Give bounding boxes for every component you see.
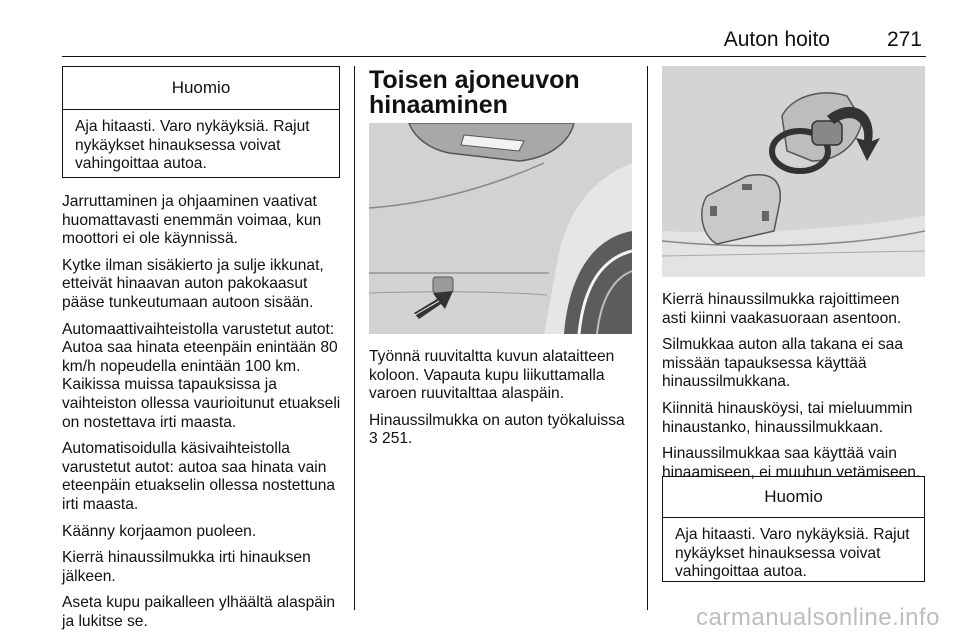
paragraph: Käänny korjaamon puoleen. <box>62 522 257 540</box>
page-header <box>0 24 926 54</box>
paragraph: Aseta kupu paikalleen ylhäältä alaspäin ja lukitse se. <box>62 594 336 630</box>
illustration-rear-bumper <box>369 123 632 334</box>
paragraph: Hinaussilmukka on auton työkaluissa <box>369 411 625 429</box>
crossref-page: 251. <box>382 430 413 448</box>
right-column-text <box>662 291 926 490</box>
figure-tow-eye <box>662 66 925 277</box>
paragraph: Kierrä hinaussilmukka rajoittimeen asti kiinni vaakasuoraan asentoon. <box>662 291 902 327</box>
crossref-symbol: 3 <box>369 430 378 448</box>
watermark: carmanualsonline.info <box>696 604 940 631</box>
notice-title: Huomio <box>663 477 924 518</box>
paragraph: Automaattivaihteistolla varustetut autot: Autoa saa hinata eteenpäin enintään 80 km/h nopeudella enintään 100 km. Kaikissa muissa tapauksissa ja vaihteiston ollessa vaurioitunut etuakseli on nostettava irti maasta. <box>62 320 341 431</box>
middle-column-text <box>369 348 635 449</box>
paragraph: Työnnä ruuvitaltta kuvun alataitteen koloon. Vapauta kupu liikuttamalla varoen ruuvitalttaa alaspäin. <box>369 348 615 403</box>
notice-box <box>62 66 340 178</box>
notice-box-right <box>662 476 925 582</box>
notice-body: Aja hitaasti. Varo nykäyksiä. Rajut nykäykset hinauksessa voivat vahingoittaa autoa. <box>75 118 310 173</box>
paragraph: Hinaussilmukkaa saa käyttää vain hinaamiseen, ei muuhun vetämiseen. <box>662 445 921 481</box>
cross-reference[interactable] <box>369 430 635 449</box>
section-title: Auton hoito <box>723 28 830 51</box>
paragraph: Automatisoidulla käsivaihteistolla varustetut autot: autoa saa hinata vain eteenpäin etuakselin ollessa nostettuna irti maasta. <box>62 440 336 513</box>
paragraph: Kierrä hinaussilmukka irti hinauksen jälkeen. <box>62 549 311 585</box>
notice-title: Huomio <box>63 67 339 110</box>
page-number: 271 <box>886 28 922 51</box>
illustration-tow-eye <box>662 66 925 277</box>
paragraph: Jarruttaminen ja ohjaaminen vaativat huomattavasti enemmän voimaa, kun moottori ei ole käynnissä. <box>62 193 322 248</box>
notice-body: Aja hitaasti. Varo nykäyksiä. Rajut nykäykset hinauksessa voivat vahingoittaa autoa. <box>675 526 910 581</box>
section-heading: Toisen ajoneuvon hinaaminen <box>369 66 580 119</box>
column-divider-right <box>647 66 648 610</box>
left-column <box>62 66 342 639</box>
figure-tow-cover-removal <box>369 123 632 334</box>
column-divider-left <box>354 66 355 610</box>
header-rule <box>62 56 926 57</box>
middle-column <box>369 68 635 118</box>
paragraph: Kiinnitä hinausköysi, tai mieluummin hinaustanko, hinaussilmukkaan. <box>662 399 913 436</box>
paragraph: Kytke ilman sisäkierto ja sulje ikkunat, etteivät hinaavan auton pakokaasut pääse tunkeutumaan autoon sisään. <box>62 256 324 311</box>
paragraph: Silmukkaa auton alla takana ei saa missään tapauksessa käyttää hinaussilmukkana. <box>662 336 903 391</box>
